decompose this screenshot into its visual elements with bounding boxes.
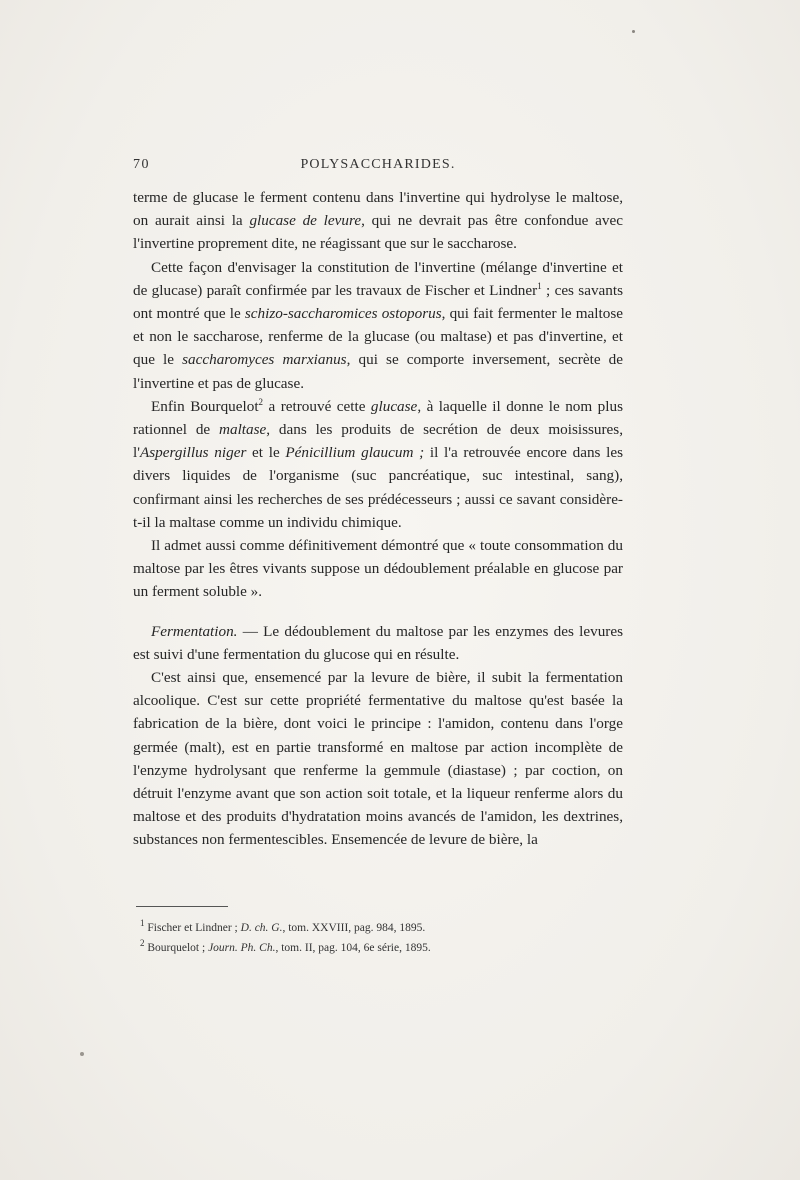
italic-term: schizo-saccharomices ostoporus (244, 305, 442, 323)
footnote-ref: 1 (537, 280, 542, 291)
section-fermentation: Fermentation. — Le dédoublement du maltose par les enzymes des levures est suivi d'une fermentation du glucose qui en résulte. (133, 622, 623, 663)
running-title: POLYSACCHARIDES. (300, 157, 456, 172)
page-number: 70 (133, 157, 150, 172)
paper-speck (80, 1052, 84, 1056)
paragraph-3: Enfin Bourquelot$^2$ a retrouvé cette glucase, à laquelle il donne le nom plus rationnel de maltase, dans les produits de secrétion de deux moisissures, l'Aspergillus niger et le Pénicillium glaucum ; il l'a retrouvée encore dans les divers liquides de l'organisme (suc pancréatique, suc intestinal, sang), confirmant ainsi les recherches de ses prédécesseurs ; aussi ce savant considère-t-il la maltase comme un individu chimique. (133, 396, 624, 531)
footnote-1: $^1$ Fischer et Lindner ; D. ch. G., tom. XXVIII, pag. 984, 1895. (140, 918, 426, 934)
footnote-ref: 2 (258, 396, 264, 407)
italic-term: Aspergillus niger (139, 444, 247, 462)
italic-term: glucase de levure (249, 212, 362, 230)
body-text (133, 186, 623, 852)
footnote-divider (136, 906, 228, 907)
footnote-2: $^2$ Bourquelot ; Journ. Ph. Ch., tom. II, pag. 104, 6e série, 1895. (140, 938, 431, 954)
italic-term: maltase (219, 421, 267, 439)
paragraph-1: terme de glucase le ferment contenu dans l'invertine qui hydrolyse le maltose, on aurait ainsi la glucase de levure, qui ne devrait pas être confondue avec l'invertine proprement dite, ne réagissant que sur le saccharose. (133, 189, 623, 253)
section-heading: Fermentation. (151, 622, 238, 640)
footnote-mark: 2 (140, 938, 145, 949)
footnotes (140, 918, 620, 958)
italic-term: saccharomyces marxianus (182, 351, 347, 369)
page-header (133, 157, 623, 179)
paragraph-4: Il admet aussi comme définitivement démontré que « toute consommation du maltose par les êtres vivants suppose un dédoublement préalable en glucose par un ferment soluble ». (133, 537, 623, 601)
paragraph-2: Cette façon d'envisager la constitution de l'invertine (mélange d'invertine et de glucase) paraît confirmée par les travaux de Fischer et Lindner$^1$ ; ces savants ont montré que le schizo-saccharomices ostoporus, qui fait fermenter le maltose et non le saccharose, renferme de la glucase (ou maltase) et pas d'invertine, et que le saccharomyces marxianus, qui se comporte inversement, secrète de l'invertine et pas de glucase. (133, 258, 624, 392)
paper-speck (632, 30, 635, 33)
italic-term: glucase (370, 397, 418, 415)
footnote-mark: 1 (140, 918, 145, 929)
paragraph-6: C'est ainsi que, ensemencé par la levure de bière, il subit la fermentation alcoolique. C'est sur cette propriété fermentative du maltose qu'est basée la fabrication de la bière, dont voici le principe : l'amidon, contenu dans l'orge germée (malt), est en partie transformé en maltose par action incomplète de l'enzyme hydrolysant que renferme la gemmule (diastase) ; par coction, on détruit l'enzyme avant que son action soit totale, et la liqueur renferme alors du maltose et des produits d'hydratation moins avancés de l'amidon, les dextrines, substances non fermentescibles. Ensemencée de levure de bière, la (133, 669, 623, 849)
italic-term: Pénicillium glaucum ; (285, 444, 425, 462)
